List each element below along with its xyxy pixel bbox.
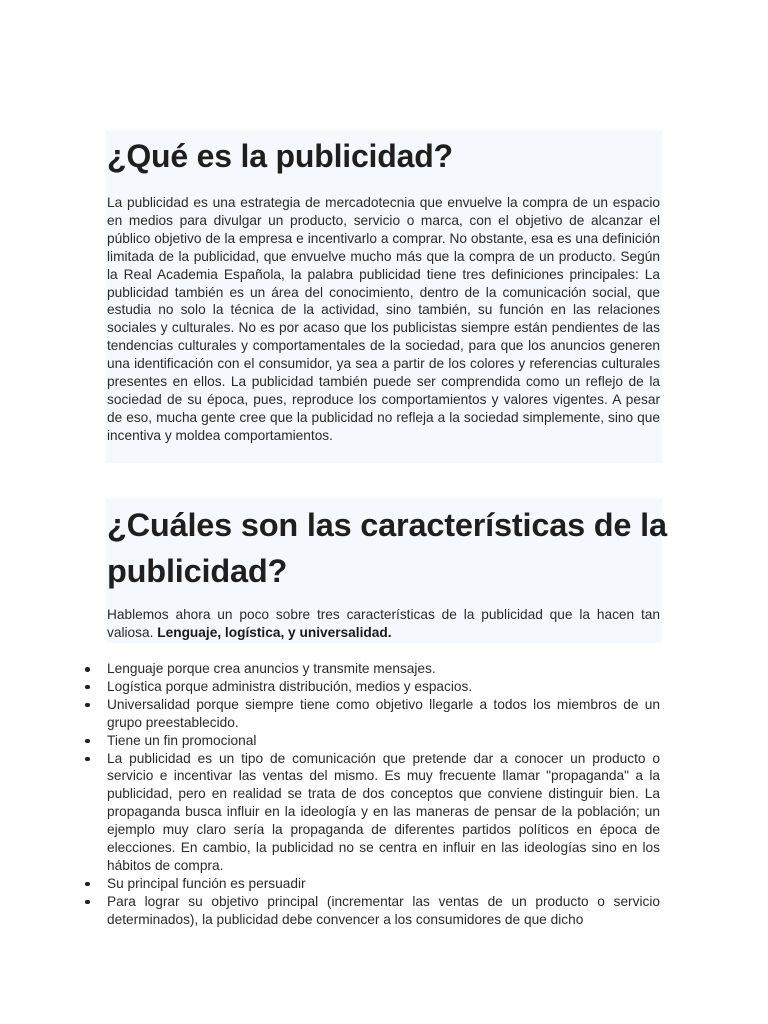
- bullet-icon: [85, 900, 90, 905]
- list-item-text: Lenguaje porque crea anuncios y transmite mensajes.: [107, 661, 436, 676]
- section1-paragraph: La publicidad es una estrategia de mercadotecnia que envuelve la compra de un espacio en medios para divulgar un producto, servicio o marca, con el objetivo de alcanzar el público objetivo de la empresa e incentivarlo a comprar. No obstante, esa es una definición limitada de la publicidad, que envuelve mucho más que la compra de un producto. Según la Real Academia Española, la palabra publicidad tiene tres definiciones principales: La publicidad también es un área del conocimiento, dentro de la comunicación social, que estudia no solo la técnica de la actividad, sino también, su función en las relaciones sociales y culturales. No es por acaso que los publicistas siempre están pendientes de las tendencias culturales y comportamentales de la sociedad, para que los anuncios generen una identificación con el consumidor, ya sea a partir de los colores y referencias culturales presentes en ellos. La publicidad también puede ser comprendida como un reflejo de la sociedad de su época, pues, reproduce los comportamientos y valores vigentes. A pesar de eso, mucha gente cree que la publicidad no refleja a la sociedad simplemente, sino que incentiva y moldea comportamientos.: [107, 195, 660, 443]
- list-item: [107, 696, 660, 732]
- section2-intro: [107, 606, 660, 642]
- list-item: [107, 660, 660, 678]
- list-item-text: La publicidad es un tipo de comunicación que pretende dar a conocer un producto o servicio e incentivar las ventas del mismo. Es muy frecuente llamar "propaganda" a la publicidad, pero en realidad se trata de dos conceptos que conviene distinguir bien. La propaganda busca influir en la ideología y en las maneras de pensar de la población; un ejemplo muy claro sería la propaganda de diferentes partidos políticos en época de elecciones. En cambio, la publicidad no se centra en influir en las ideologías sino en los hábitos de compra.: [107, 750, 660, 873]
- list-item: [107, 732, 660, 750]
- list-item-text: Su principal función es persuadir: [107, 875, 306, 891]
- section2-intro-text: Hablemos ahora un poco sobre tres características de la publicidad que la hacen tan valiosa.: [107, 607, 660, 640]
- section1-title: ¿Qué es la publicidad?: [107, 138, 453, 174]
- list-item: [107, 875, 660, 893]
- section2-intro-bold: Lenguaje, logística, y universalidad.: [157, 624, 392, 640]
- bullet-icon: [85, 757, 90, 762]
- characteristics-list: [107, 660, 660, 929]
- list-item: [107, 750, 660, 875]
- list-item: [107, 893, 660, 929]
- bullet-icon: [85, 739, 90, 744]
- list-item-text: Para lograr su objetivo principal (incrementar las ventas de un producto o servicio determinados), la publicidad debe convencer a los consumidores de que dicho: [107, 893, 660, 927]
- list-item-text: Universalidad porque siempre tiene como objetivo llegarle a todos los miembros de un grupo preestablecido.: [107, 696, 660, 730]
- list-item: [107, 678, 660, 696]
- bullet-icon: [85, 703, 90, 708]
- bullet-icon: [85, 882, 90, 887]
- list-item-text: Tiene un fin promocional: [107, 732, 257, 748]
- section2-title: ¿Cuáles son las características de la publicidad?: [107, 507, 667, 589]
- bullet-icon: [85, 685, 90, 690]
- bullet-icon: [85, 667, 90, 672]
- list-item-text: Logística porque administra distribución, medios y espacios.: [107, 678, 473, 694]
